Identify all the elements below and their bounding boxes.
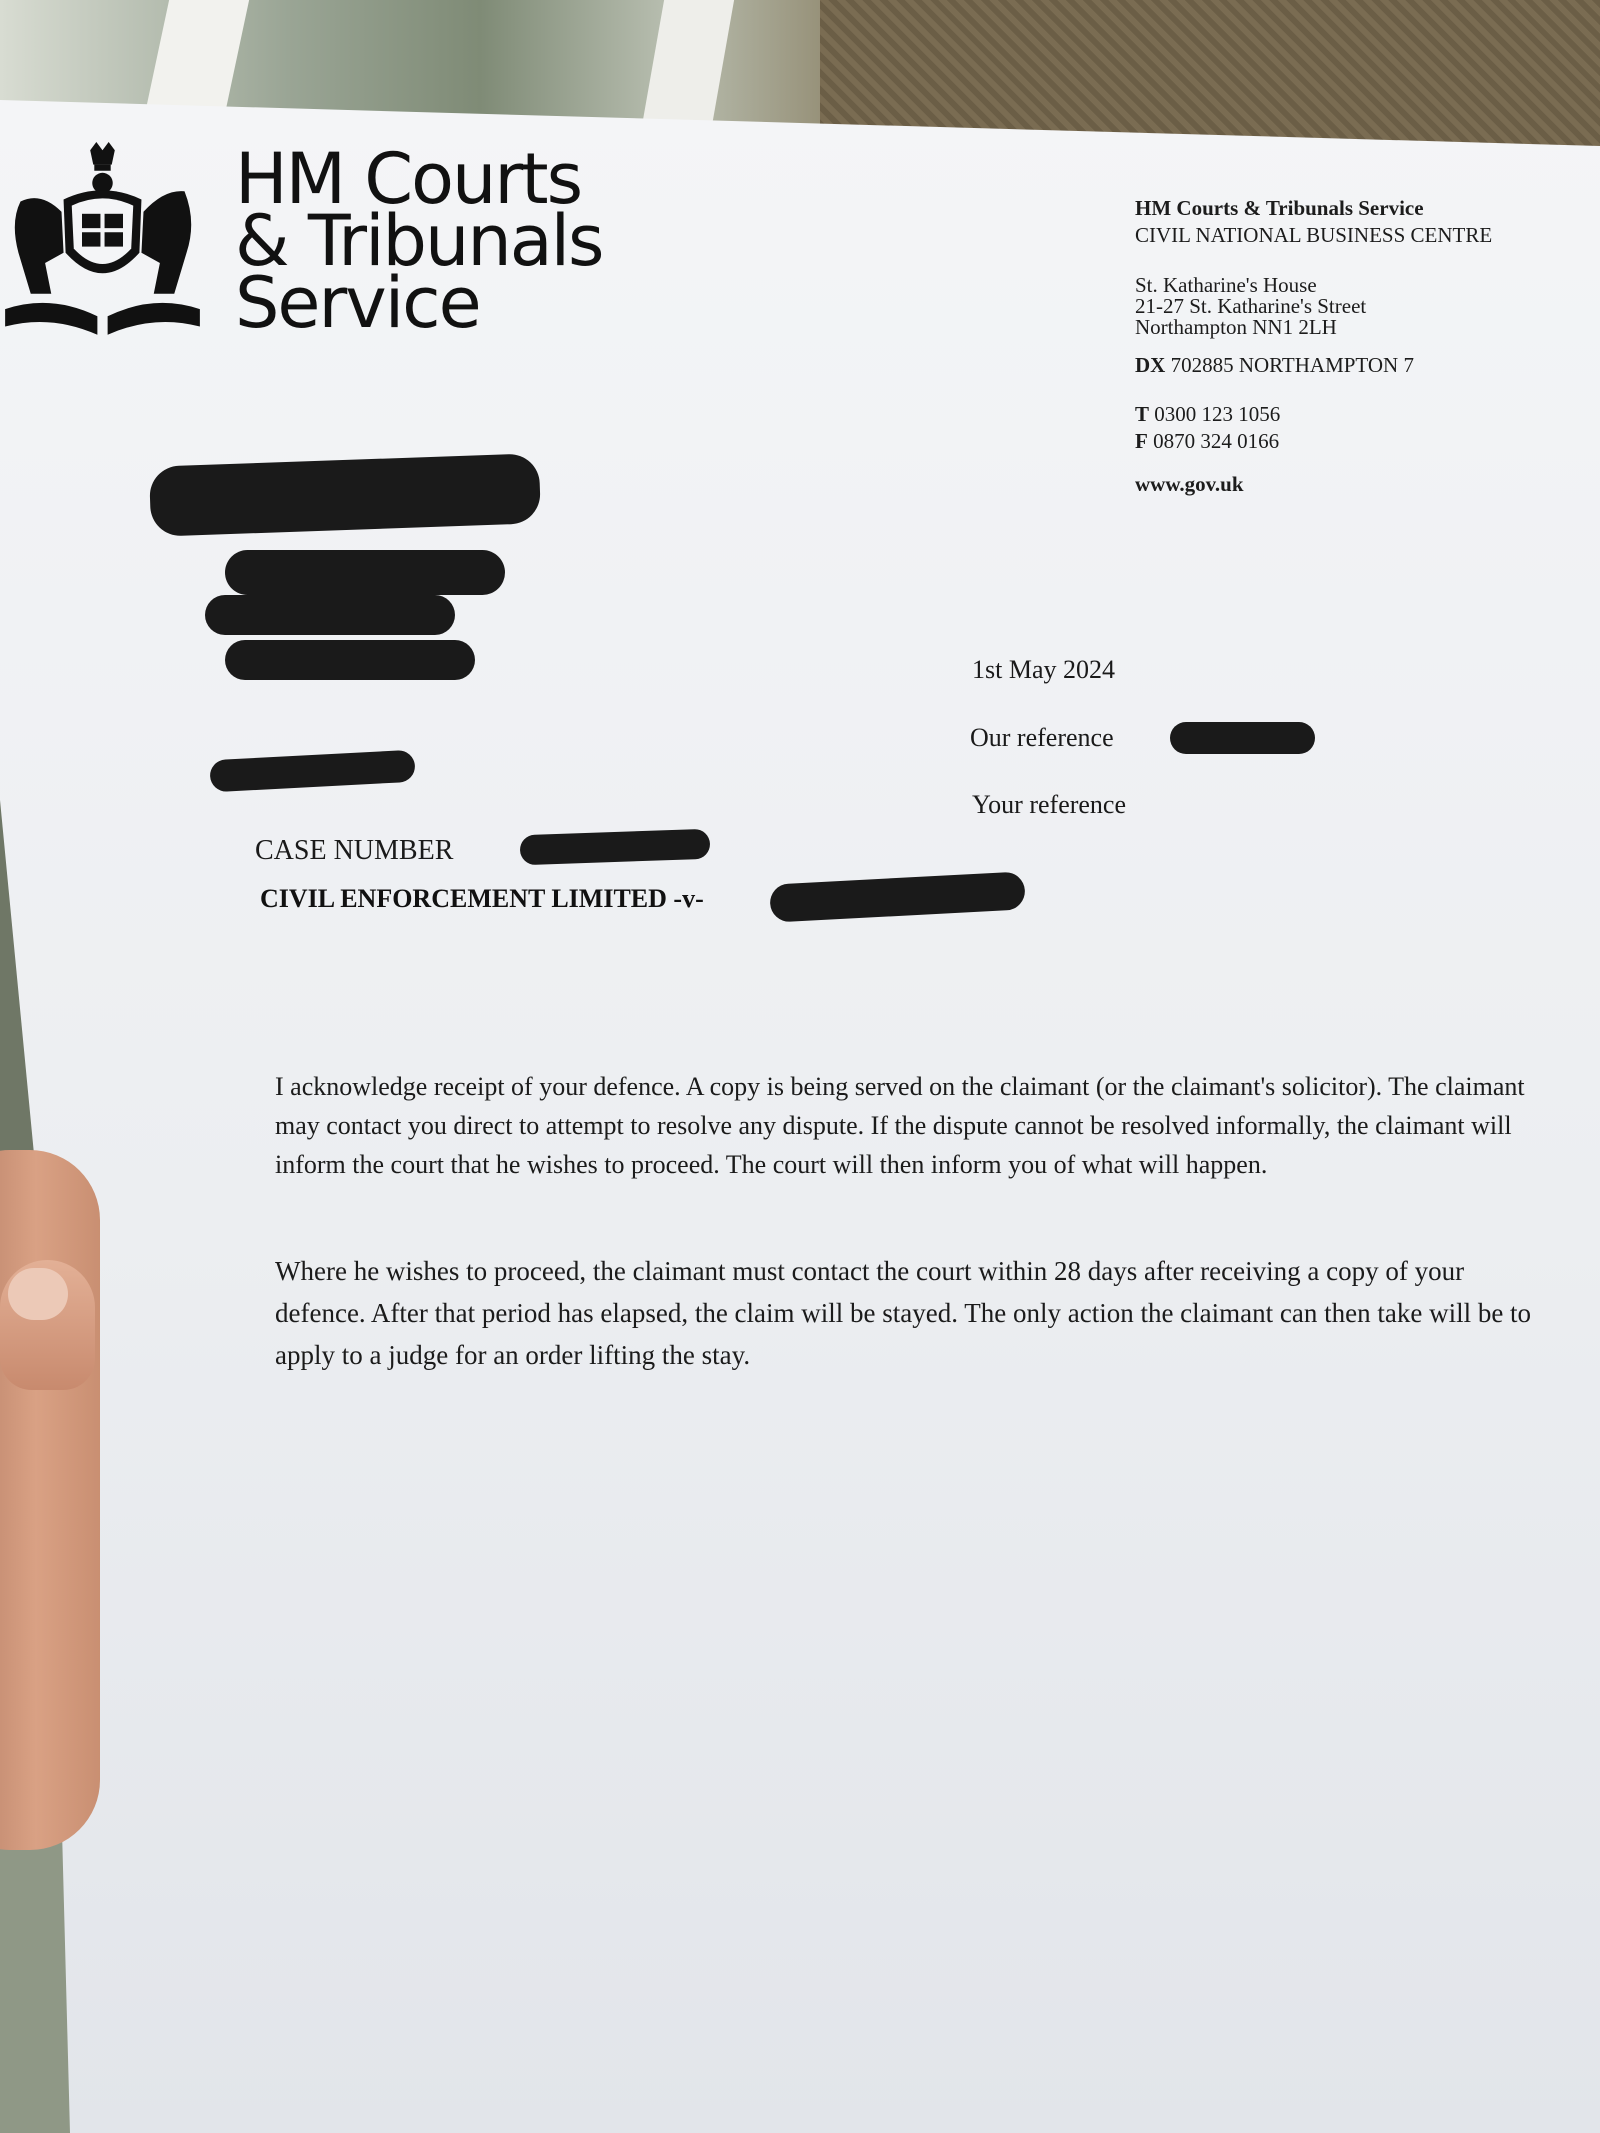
- letter-date: 1st May 2024: [972, 655, 1115, 684]
- dx-line: [1135, 352, 1492, 379]
- tel-label: T: [1135, 402, 1150, 426]
- logo-line: & Tribunals: [235, 200, 603, 282]
- logo-line: HM Courts: [235, 138, 582, 220]
- thumbnail: [8, 1268, 68, 1320]
- org-name: HM Courts & Tribunals Service: [1135, 196, 1424, 220]
- telephone-line: [1135, 401, 1492, 428]
- tel-value: 0300 123 1056: [1154, 402, 1281, 426]
- address-line: 21-27 St. Katharine's Street: [1135, 294, 1367, 318]
- website-text: www.gov.uk: [1135, 472, 1244, 496]
- body-paragraph: I acknowledge receipt of your defence. A copy is being served on the claimant (or the claimant's solicitor). The claimant may contact you direct to attempt to resolve any dispute. If the dispute cannot be resolved informally, the claimant will inform the court that he wishes to proceed. The court will then inform you of what will happen.: [275, 1072, 1525, 1179]
- sender-address-block: [1135, 195, 1492, 498]
- fax-label: F: [1135, 429, 1148, 453]
- address-line: Northampton NN1 2LH: [1135, 315, 1337, 339]
- hmcts-logo-text: [235, 138, 603, 344]
- case-parties: CIVIL ENFORCEMENT LIMITED -v-: [260, 884, 704, 913]
- redacted-our-reference: [1170, 722, 1315, 754]
- address-line: St. Katharine's House: [1135, 273, 1317, 297]
- royal-coat-of-arms-logo: [0, 140, 205, 345]
- redacted-recipient-address: [205, 595, 455, 635]
- redacted-recipient-address: [225, 640, 475, 680]
- holding-hand: [0, 1150, 100, 1850]
- dx-label: DX: [1135, 353, 1166, 377]
- fax-value: 0870 324 0166: [1153, 429, 1280, 453]
- redacted-recipient-name: [149, 453, 541, 537]
- centre-name: CIVIL NATIONAL BUSINESS CENTRE: [1135, 223, 1493, 247]
- dx-value: 702885 NORTHAMPTON 7: [1170, 353, 1414, 377]
- redacted-recipient-address: [225, 550, 505, 595]
- logo-line: Service: [235, 262, 480, 344]
- our-reference-label: Our reference: [970, 723, 1114, 752]
- fax-line: [1135, 428, 1492, 455]
- body-paragraph: Where he wishes to proceed, the claimant must contact the court within 28 days after receiving a copy of your defence. After that period has elapsed, the claim will be stayed. The only action the claimant can then take will be to apply to a judge for an order lifting the stay.: [275, 1256, 1532, 1370]
- your-reference-label: Your reference: [972, 790, 1127, 819]
- case-number-label: CASE NUMBER: [255, 835, 454, 866]
